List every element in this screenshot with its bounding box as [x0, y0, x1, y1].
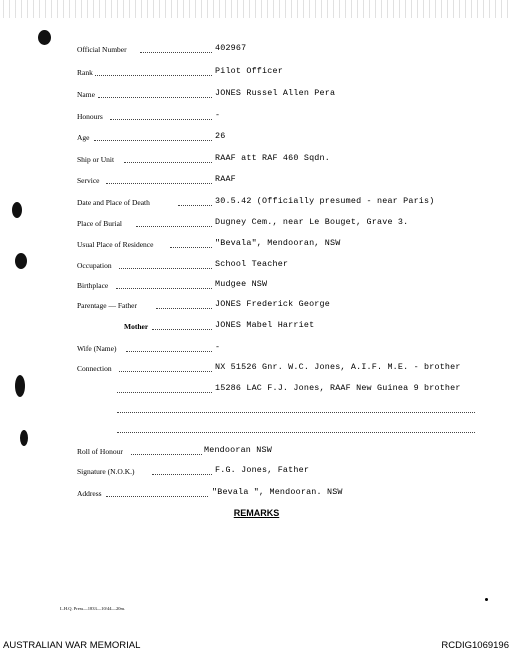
scan-speck: [485, 598, 488, 601]
field-label: Name: [77, 90, 95, 99]
field-label: Place of Burial: [77, 219, 122, 228]
dotted-rule: [124, 162, 212, 163]
remarks-heading: REMARKS: [233, 508, 280, 518]
dotted-rule: [131, 454, 202, 455]
field-date-place-of-death: [0, 196, 513, 210]
field-birthplace: [0, 279, 513, 293]
field-value: "Bevala", Mendooran, NSW: [215, 238, 341, 248]
field-value: 402967: [215, 43, 247, 53]
footer-institution: AUSTRALIAN WAR MEMORIAL: [3, 640, 141, 651]
field-usual-residence: [0, 238, 513, 252]
field-value: -: [215, 110, 221, 120]
field-ship-or-unit: [0, 153, 513, 167]
scan-edge-strip: [0, 0, 513, 18]
field-value: School Teacher: [215, 259, 289, 269]
field-label: Service: [77, 176, 100, 185]
field-label: Honours: [77, 112, 103, 121]
dotted-rule: [117, 432, 475, 433]
field-label: Connection: [77, 364, 112, 373]
field-value: Mudgee NSW: [215, 279, 268, 289]
dotted-rule: [98, 97, 212, 98]
printer-imprint: L.H.Q. Press—1833—10/44—20m.: [60, 606, 126, 611]
field-address: [0, 487, 513, 501]
field-value: RAAF: [215, 174, 236, 184]
field-label: Age: [77, 133, 90, 142]
dotted-rule: [117, 392, 212, 393]
field-label: Rank: [77, 68, 93, 77]
dotted-rule: [117, 412, 475, 413]
field-place-of-burial: [0, 217, 513, 231]
field-connection-line-4: [0, 423, 513, 437]
dotted-rule: [119, 268, 212, 269]
dotted-rule: [178, 205, 212, 206]
field-value: JONES Mabel Harriet: [215, 320, 315, 330]
field-connection: [0, 362, 513, 376]
footer-record-id: RCDIG1069196: [441, 640, 509, 651]
field-label: Parentage — Father: [77, 301, 137, 310]
field-value: JONES Frederick George: [215, 299, 330, 309]
field-label: Birthplace: [77, 281, 109, 290]
dotted-rule: [126, 351, 212, 352]
dotted-rule: [170, 247, 212, 248]
field-value: Mendooran NSW: [204, 445, 272, 455]
field-value: "Bevala ", Mendooran. NSW: [212, 487, 343, 497]
field-value: Pilot Officer: [215, 66, 283, 76]
field-rank: [0, 66, 513, 80]
field-connection-line-2: [0, 383, 513, 397]
archive-footer: [0, 636, 513, 654]
field-label: Address: [77, 489, 102, 498]
dotted-rule: [156, 308, 212, 309]
field-label: Wife (Name): [77, 344, 117, 353]
dotted-rule: [95, 75, 212, 76]
field-official-number: [0, 43, 513, 57]
field-label: Occupation: [77, 261, 112, 270]
field-value: Dugney Cem., near Le Bouget, Grave 3.: [215, 217, 409, 227]
field-parentage-mother: [0, 320, 513, 334]
field-signature-nok: [0, 465, 513, 479]
field-wife-name: [0, 342, 513, 356]
field-value: F.G. Jones, Father: [215, 465, 310, 475]
field-occupation: [0, 259, 513, 273]
dotted-rule: [152, 329, 212, 330]
field-value: JONES Russel Allen Pera: [215, 88, 336, 98]
field-label: Date and Place of Death: [77, 198, 150, 207]
field-roll-of-honour: [0, 445, 513, 459]
dotted-rule: [106, 183, 212, 184]
dotted-rule: [140, 52, 212, 53]
dotted-rule: [119, 371, 212, 372]
field-age: [0, 131, 513, 145]
field-value: 30.5.42 (Officially presumed - near Paris): [215, 196, 435, 206]
dotted-rule: [152, 474, 212, 475]
field-label: Official Number: [77, 45, 127, 54]
field-value: RAAF att RAF 460 Sqdn.: [215, 153, 330, 163]
field-parentage-father: [0, 299, 513, 313]
field-value: -: [215, 342, 221, 352]
field-label: Ship or Unit: [77, 155, 115, 164]
dotted-rule: [116, 288, 212, 289]
field-label: Signature (N.O.K.): [77, 467, 135, 476]
dotted-rule: [106, 496, 208, 497]
field-label: Mother: [124, 322, 149, 331]
dotted-rule: [94, 140, 212, 141]
dotted-rule: [110, 119, 212, 120]
field-honours: [0, 110, 513, 124]
field-name: [0, 88, 513, 102]
dotted-rule: [136, 226, 212, 227]
field-value: NX 51526 Gnr. W.C. Jones, A.I.F. M.E. - brother: [215, 362, 461, 372]
field-value: 26: [215, 131, 226, 141]
field-label: Usual Place of Residence: [77, 240, 154, 249]
field-connection-line-3: [0, 403, 513, 417]
field-label: Roll of Honour: [77, 447, 123, 456]
field-service: [0, 174, 513, 188]
field-value: 15286 LAC F.J. Jones, RAAF New Guinea 9 brother: [215, 383, 461, 393]
